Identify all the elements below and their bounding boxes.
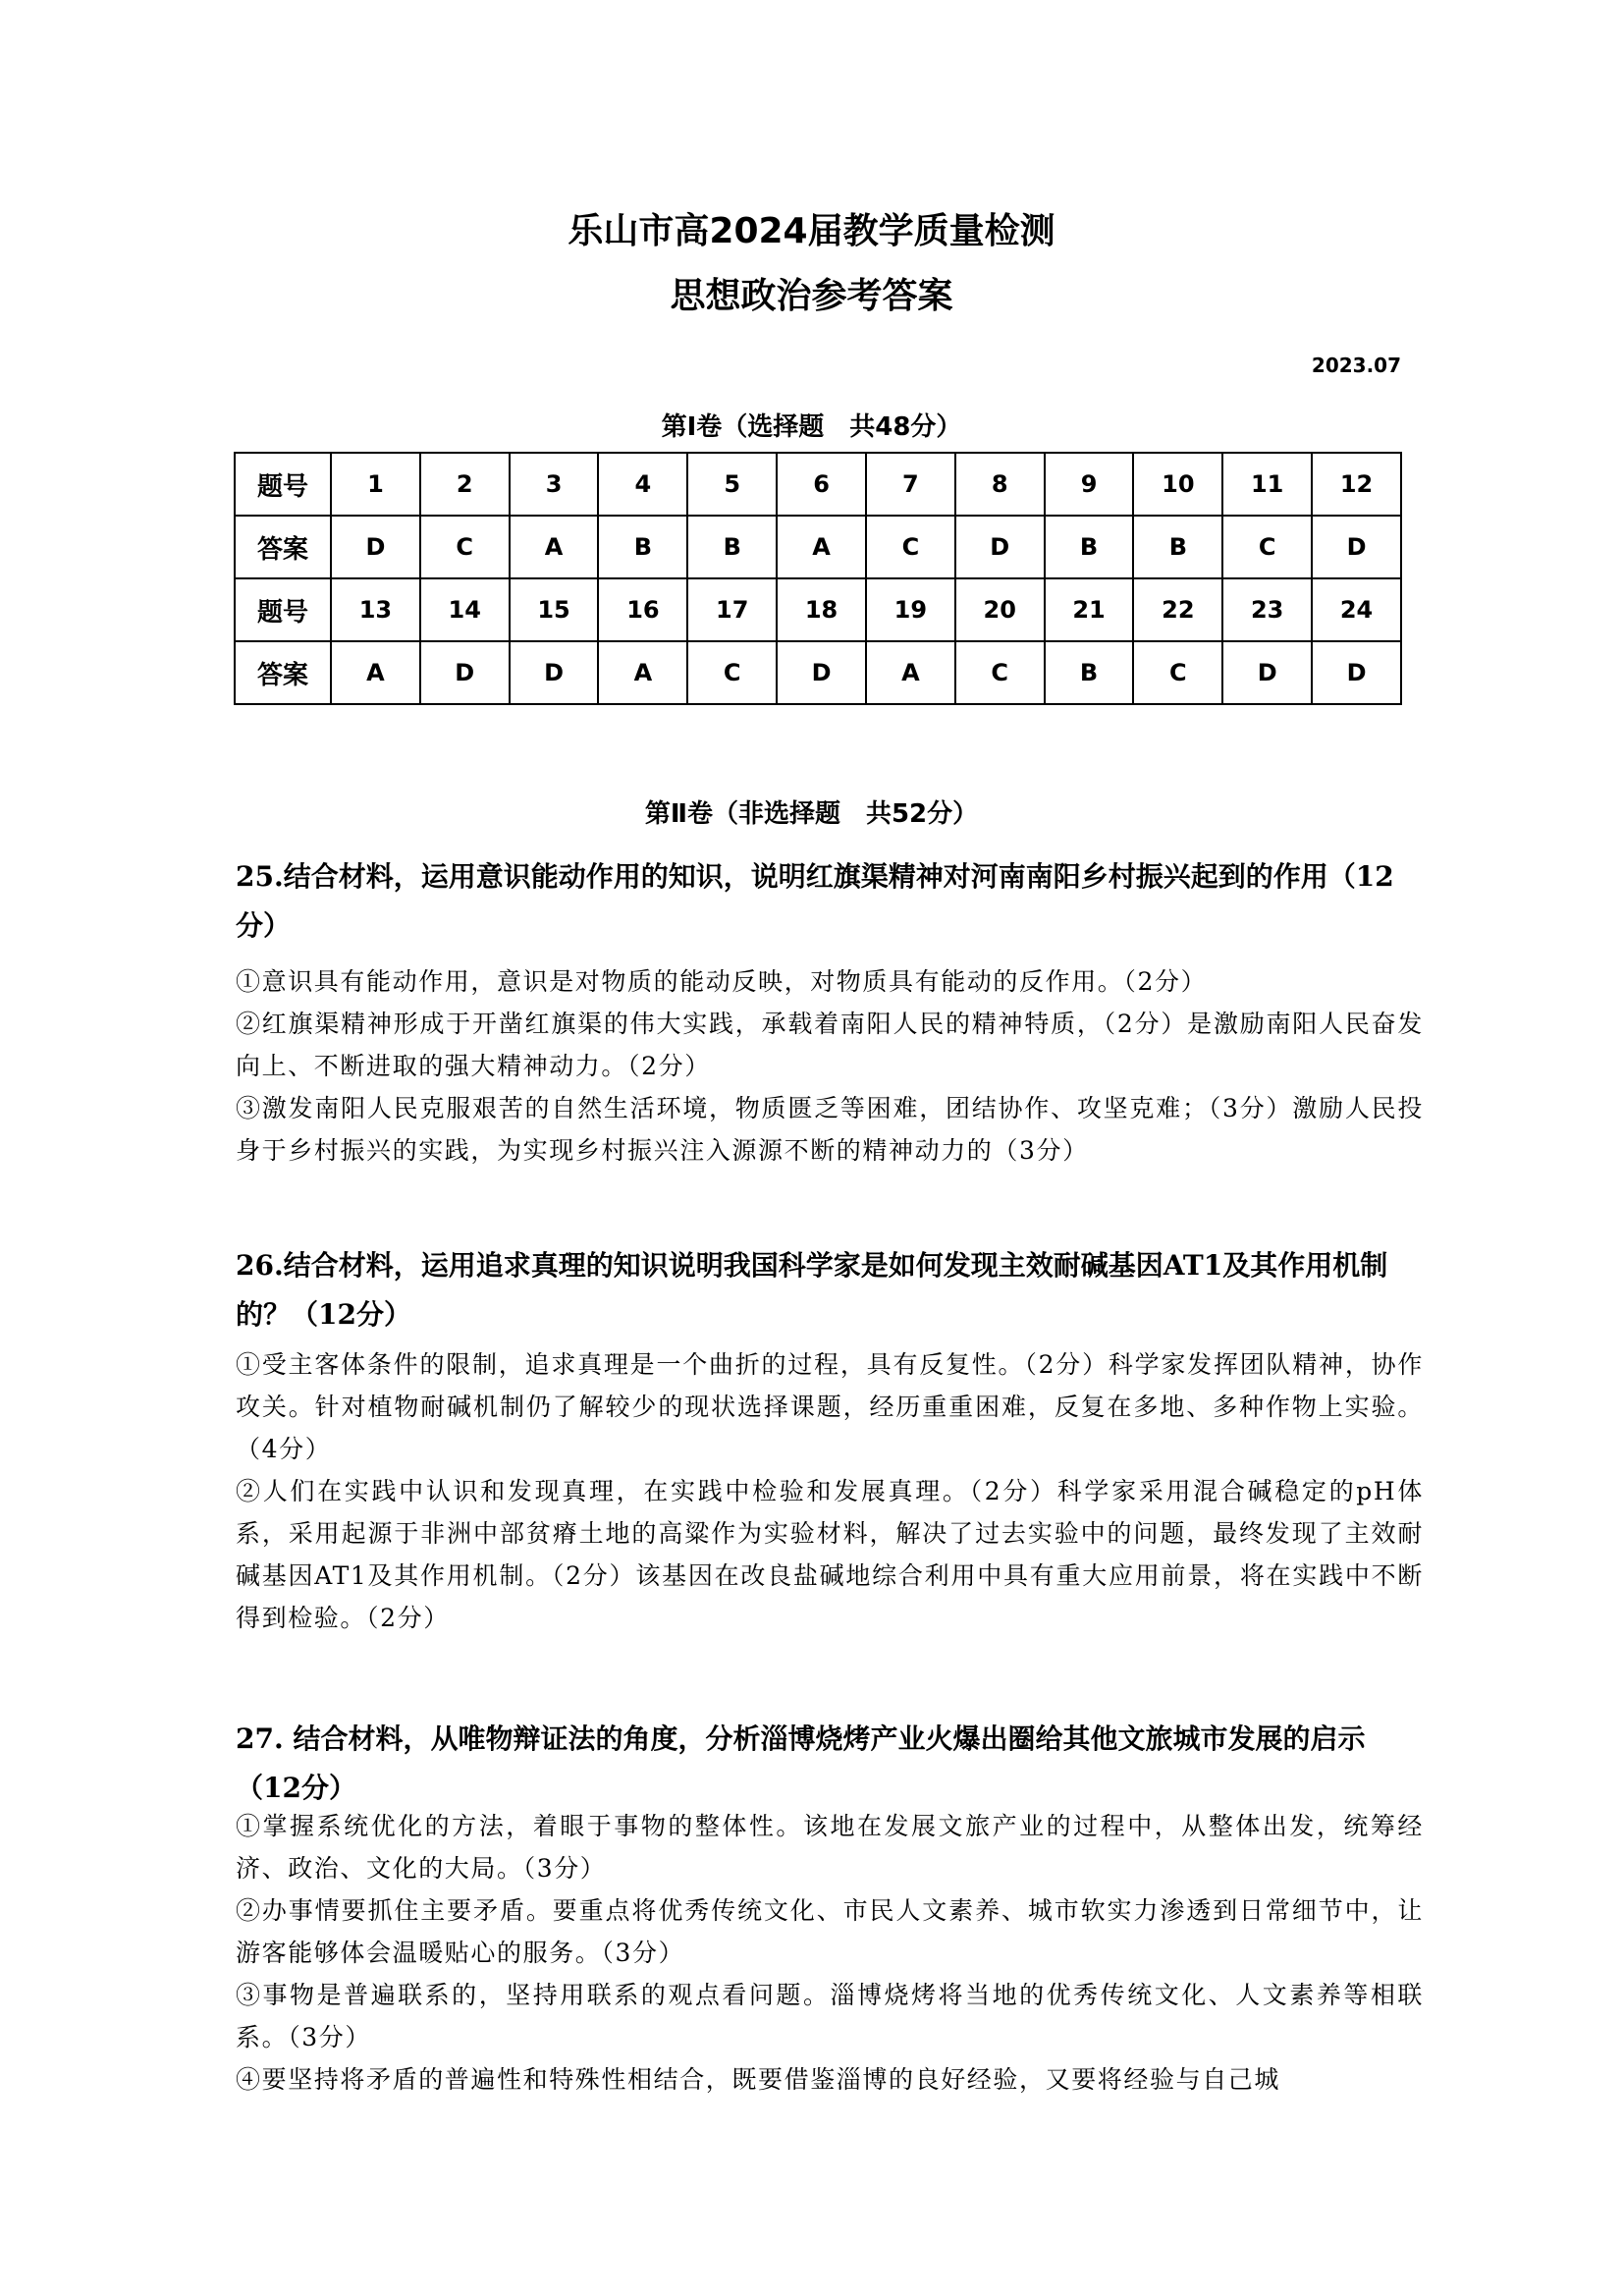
document-subtitle: 思想政治参考答案 (670, 276, 953, 316)
answer-cell: D (955, 516, 1045, 578)
question-number: 10 (1133, 453, 1222, 516)
question-26-answer (236, 1343, 1424, 1639)
question-27-title: 27. 结合材料，从唯物辩证法的角度，分析淄博烧烤产业火爆出圈给其他文旅城市发展的启示（12分） (236, 1722, 1366, 1804)
question-26-title: 26.结合材料，运用追求真理的知识说明我国科学家是如何发现主效耐碱基因AT1及其作用机制的？（12分） (236, 1249, 1388, 1331)
question-number: 6 (777, 453, 866, 516)
answer-point: ③激发南阳人民克服艰苦的自然生活环境，物质匮乏等困难，团结协作、攻坚克难；（3分）激励人民投身于乡村振兴的实践，为实现乡村振兴注入源源不断的精神动力的（3分） (236, 1094, 1424, 1165)
question-number: 3 (510, 453, 599, 516)
answer-cell: C (420, 516, 510, 578)
answer-cell: B (1045, 516, 1134, 578)
answer-point: ④要坚持将矛盾的普遍性和特殊性相结合，既要借鉴淄博的良好经验，又要将经验与自己城 (236, 2065, 1281, 2094)
answer-cell: D (1222, 641, 1312, 704)
table-row-answers-1 (235, 516, 1401, 578)
question-number: 12 (1312, 453, 1401, 516)
answer-point: ③事物是普遍联系的，坚持用联系的观点看问题。淄博烧烤将当地的优秀传统文化、人文素养等相联系。（3分） (236, 1981, 1424, 2051)
question-number: 19 (866, 578, 955, 641)
answer-point: ②人们在实践中认识和发现真理，在实践中检验和发展真理。（2分）科学家采用混合碱稳定的pH体系，采用起源于非洲中部贫瘠土地的高粱作为实验材料，解决了过去实验中的问题，最终发现了主效耐碱基因AT1及其作用机制。（2分）该基因在改良盐碱地综合利用中具有重大应用前景，将在实践中不断得到检验。（2分） (236, 1477, 1424, 1632)
question-number: 13 (331, 578, 420, 641)
answer-cell: B (1045, 641, 1134, 704)
question-25-title: 25.结合材料，运用意识能动作用的知识，说明红旗渠精神对河南南阳乡村振兴起到的作用（12分） (236, 860, 1394, 942)
answer-point: ①掌握系统优化的方法，着眼于事物的整体性。该地在发展文旅产业的过程中，从整体出发，统筹经济、政治、文化的大局。（3分） (236, 1812, 1424, 1883)
document-title: 乐山市高2024届教学质量检测 (568, 211, 1055, 251)
row-label-answer: 答案 (235, 641, 331, 704)
table-row-numbers-1 (235, 453, 1401, 516)
question-number: 7 (866, 453, 955, 516)
row-label-number: 题号 (235, 453, 331, 516)
answer-point: ①意识具有能动作用，意识是对物质的能动反映，对物质具有能动的反作用。（2分） (236, 967, 1208, 996)
answer-cell: D (777, 641, 866, 704)
answer-cell: A (331, 641, 420, 704)
answer-cell: A (866, 641, 955, 704)
row-label-answer: 答案 (235, 516, 331, 578)
question-number: 17 (687, 578, 777, 641)
answer-cell: D (420, 641, 510, 704)
question-number: 15 (510, 578, 599, 641)
question-number: 20 (955, 578, 1045, 641)
question-number: 9 (1045, 453, 1134, 516)
question-number: 22 (1133, 578, 1222, 641)
answer-cell: B (687, 516, 777, 578)
answer-cell: D (1312, 516, 1401, 578)
answer-cell: C (955, 641, 1045, 704)
answer-cell: D (331, 516, 420, 578)
answer-cell: B (598, 516, 687, 578)
table-row-answers-2 (235, 641, 1401, 704)
answer-cell: C (1133, 641, 1222, 704)
part2-title: 第Ⅱ卷（非选择题 共52分） (644, 799, 979, 829)
row-label-number: 题号 (235, 578, 331, 641)
question-number: 14 (420, 578, 510, 641)
question-number: 4 (598, 453, 687, 516)
question-number: 21 (1045, 578, 1134, 641)
answer-cell: A (510, 516, 599, 578)
answer-cell: A (598, 641, 687, 704)
answer-cell: A (777, 516, 866, 578)
answer-table (234, 452, 1402, 705)
question-number: 16 (598, 578, 687, 641)
question-number: 8 (955, 453, 1045, 516)
answer-point: ②办事情要抓住主要矛盾。要重点将优秀传统文化、市民人文素养、城市软实力渗透到日常细节中，让游客能够体会温暖贴心的服务。（3分） (236, 1896, 1424, 1967)
question-number: 1 (331, 453, 420, 516)
table-row-numbers-2 (235, 578, 1401, 641)
answer-point: ①受主客体条件的限制，追求真理是一个曲折的过程，具有反复性。（2分）科学家发挥团队精神，协作攻关。针对植物耐碱机制仍了解较少的现状选择课题，经历重重困难，反复在多地、多种作物上实验。（4分） (236, 1350, 1424, 1463)
question-27-answer (236, 1805, 1424, 2101)
answer-cell: C (866, 516, 955, 578)
question-number: 23 (1222, 578, 1312, 641)
answer-cell: D (510, 641, 599, 704)
question-number: 11 (1222, 453, 1312, 516)
answer-cell: B (1133, 516, 1222, 578)
answer-cell: C (687, 641, 777, 704)
question-number: 5 (687, 453, 777, 516)
question-number: 18 (777, 578, 866, 641)
question-number: 2 (420, 453, 510, 516)
answer-point: ②红旗渠精神形成于开凿红旗渠的伟大实践，承载着南阳人民的精神特质，（2分）是激励南阳人民奋发向上、不断进取的强大精神动力。（2分） (236, 1010, 1424, 1080)
part1-title: 第Ⅰ卷（选择题 共48分） (661, 412, 962, 442)
question-25-answer (236, 960, 1424, 1172)
answer-cell: D (1312, 641, 1401, 704)
document-date: 2023.07 (1311, 354, 1401, 377)
answer-cell: C (1222, 516, 1312, 578)
question-number: 24 (1312, 578, 1401, 641)
